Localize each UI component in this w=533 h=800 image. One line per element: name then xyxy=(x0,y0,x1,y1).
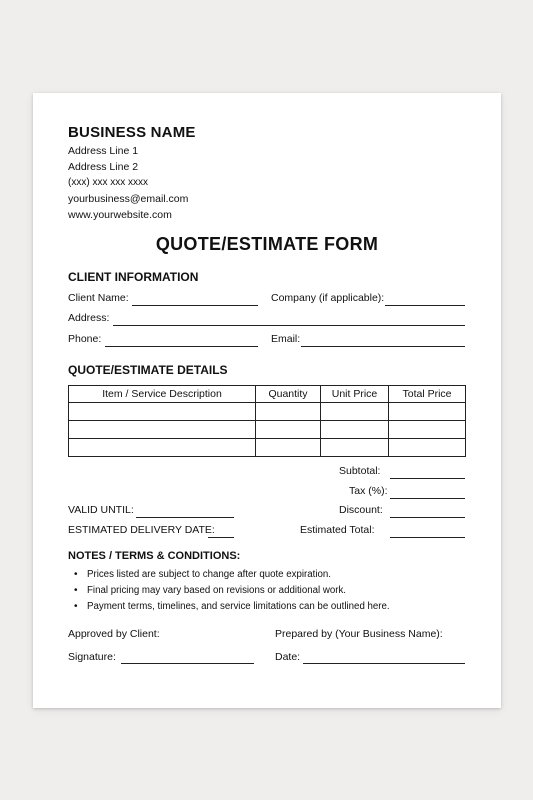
description-cell[interactable] xyxy=(69,439,256,457)
approved-by-label: Approved by Client: xyxy=(68,628,160,640)
company-field[interactable] xyxy=(385,305,465,306)
form-title: QUOTE/ESTIMATE FORM xyxy=(155,234,379,254)
estimated-total-field[interactable] xyxy=(390,537,465,538)
subtotal-label: Subtotal: xyxy=(339,465,381,477)
items-table-header xyxy=(69,386,466,403)
business-website: www.yourwebsite.com xyxy=(68,209,172,221)
estimated-total-label: Estimated Total: xyxy=(300,524,375,536)
business-address-line-2: Address Line 2 xyxy=(68,161,139,173)
col-description-header: Item / Service Description xyxy=(69,386,256,403)
table-row xyxy=(69,439,466,457)
quote-form-sheet xyxy=(33,93,501,708)
prepared-by-label: Prepared by (Your Business Name): xyxy=(275,628,443,640)
total-price-cell[interactable] xyxy=(389,403,466,421)
delivery-date-field[interactable] xyxy=(208,537,234,538)
unit-price-cell[interactable] xyxy=(321,421,389,439)
client-email-label: Email: xyxy=(271,333,301,345)
notes-list xyxy=(68,567,390,615)
client-email-field[interactable] xyxy=(301,346,465,347)
table-row xyxy=(69,421,466,439)
col-total-price-header: Total Price xyxy=(389,386,466,403)
valid-until-label: VALID UNTIL: xyxy=(68,504,134,516)
total-price-cell[interactable] xyxy=(389,421,466,439)
unit-price-cell[interactable] xyxy=(321,439,389,457)
list-item: • Final pricing may vary based on revisions or additional work. xyxy=(68,583,390,599)
date-label: Date: xyxy=(275,651,301,663)
tax-label: Tax (%): xyxy=(349,485,388,497)
client-name-field[interactable] xyxy=(132,305,258,306)
list-item: • Payment terms, timelines, and service limitations can be outlined here. xyxy=(68,599,390,615)
client-phone-field[interactable] xyxy=(105,346,258,347)
company-label: Company (if applicable): xyxy=(271,292,385,304)
subtotal-field[interactable] xyxy=(390,478,465,479)
col-unit-price-header: Unit Price xyxy=(321,386,389,403)
client-info-heading: CLIENT INFORMATION xyxy=(68,270,199,284)
client-address-field[interactable] xyxy=(113,325,465,326)
total-price-cell[interactable] xyxy=(389,439,466,457)
quantity-cell[interactable] xyxy=(256,421,321,439)
list-item: • Prices listed are subject to change after quote expiration. xyxy=(68,567,390,583)
signature-field[interactable] xyxy=(121,663,254,664)
business-phone: (xxx) xxx xxx xxxx xyxy=(68,177,148,188)
table-row xyxy=(69,403,466,421)
business-name: BUSINESS NAME xyxy=(68,124,196,141)
notes-heading: NOTES / TERMS & CONDITIONS: xyxy=(68,550,241,562)
items-table xyxy=(68,385,466,457)
quantity-cell[interactable] xyxy=(256,403,321,421)
valid-until-field[interactable] xyxy=(136,517,234,518)
discount-label: Discount: xyxy=(339,504,383,516)
client-address-label: Address: xyxy=(68,312,110,324)
description-cell[interactable] xyxy=(69,421,256,439)
date-field[interactable] xyxy=(303,663,465,664)
business-address-line-1: Address Line 1 xyxy=(68,145,139,157)
business-email: yourbusiness@email.com xyxy=(68,193,189,205)
quote-details-heading: QUOTE/ESTIMATE DETAILS xyxy=(68,363,228,377)
description-cell[interactable] xyxy=(69,403,256,421)
client-phone-label: Phone: xyxy=(68,333,102,345)
quantity-cell[interactable] xyxy=(256,439,321,457)
discount-field[interactable] xyxy=(390,517,465,518)
signature-label: Signature: xyxy=(68,651,116,663)
client-name-label: Client Name: xyxy=(68,292,129,304)
unit-price-cell[interactable] xyxy=(321,403,389,421)
delivery-date-label: ESTIMATED DELIVERY DATE: xyxy=(68,524,215,536)
col-quantity-header: Quantity xyxy=(256,386,321,403)
tax-field[interactable] xyxy=(390,498,465,499)
